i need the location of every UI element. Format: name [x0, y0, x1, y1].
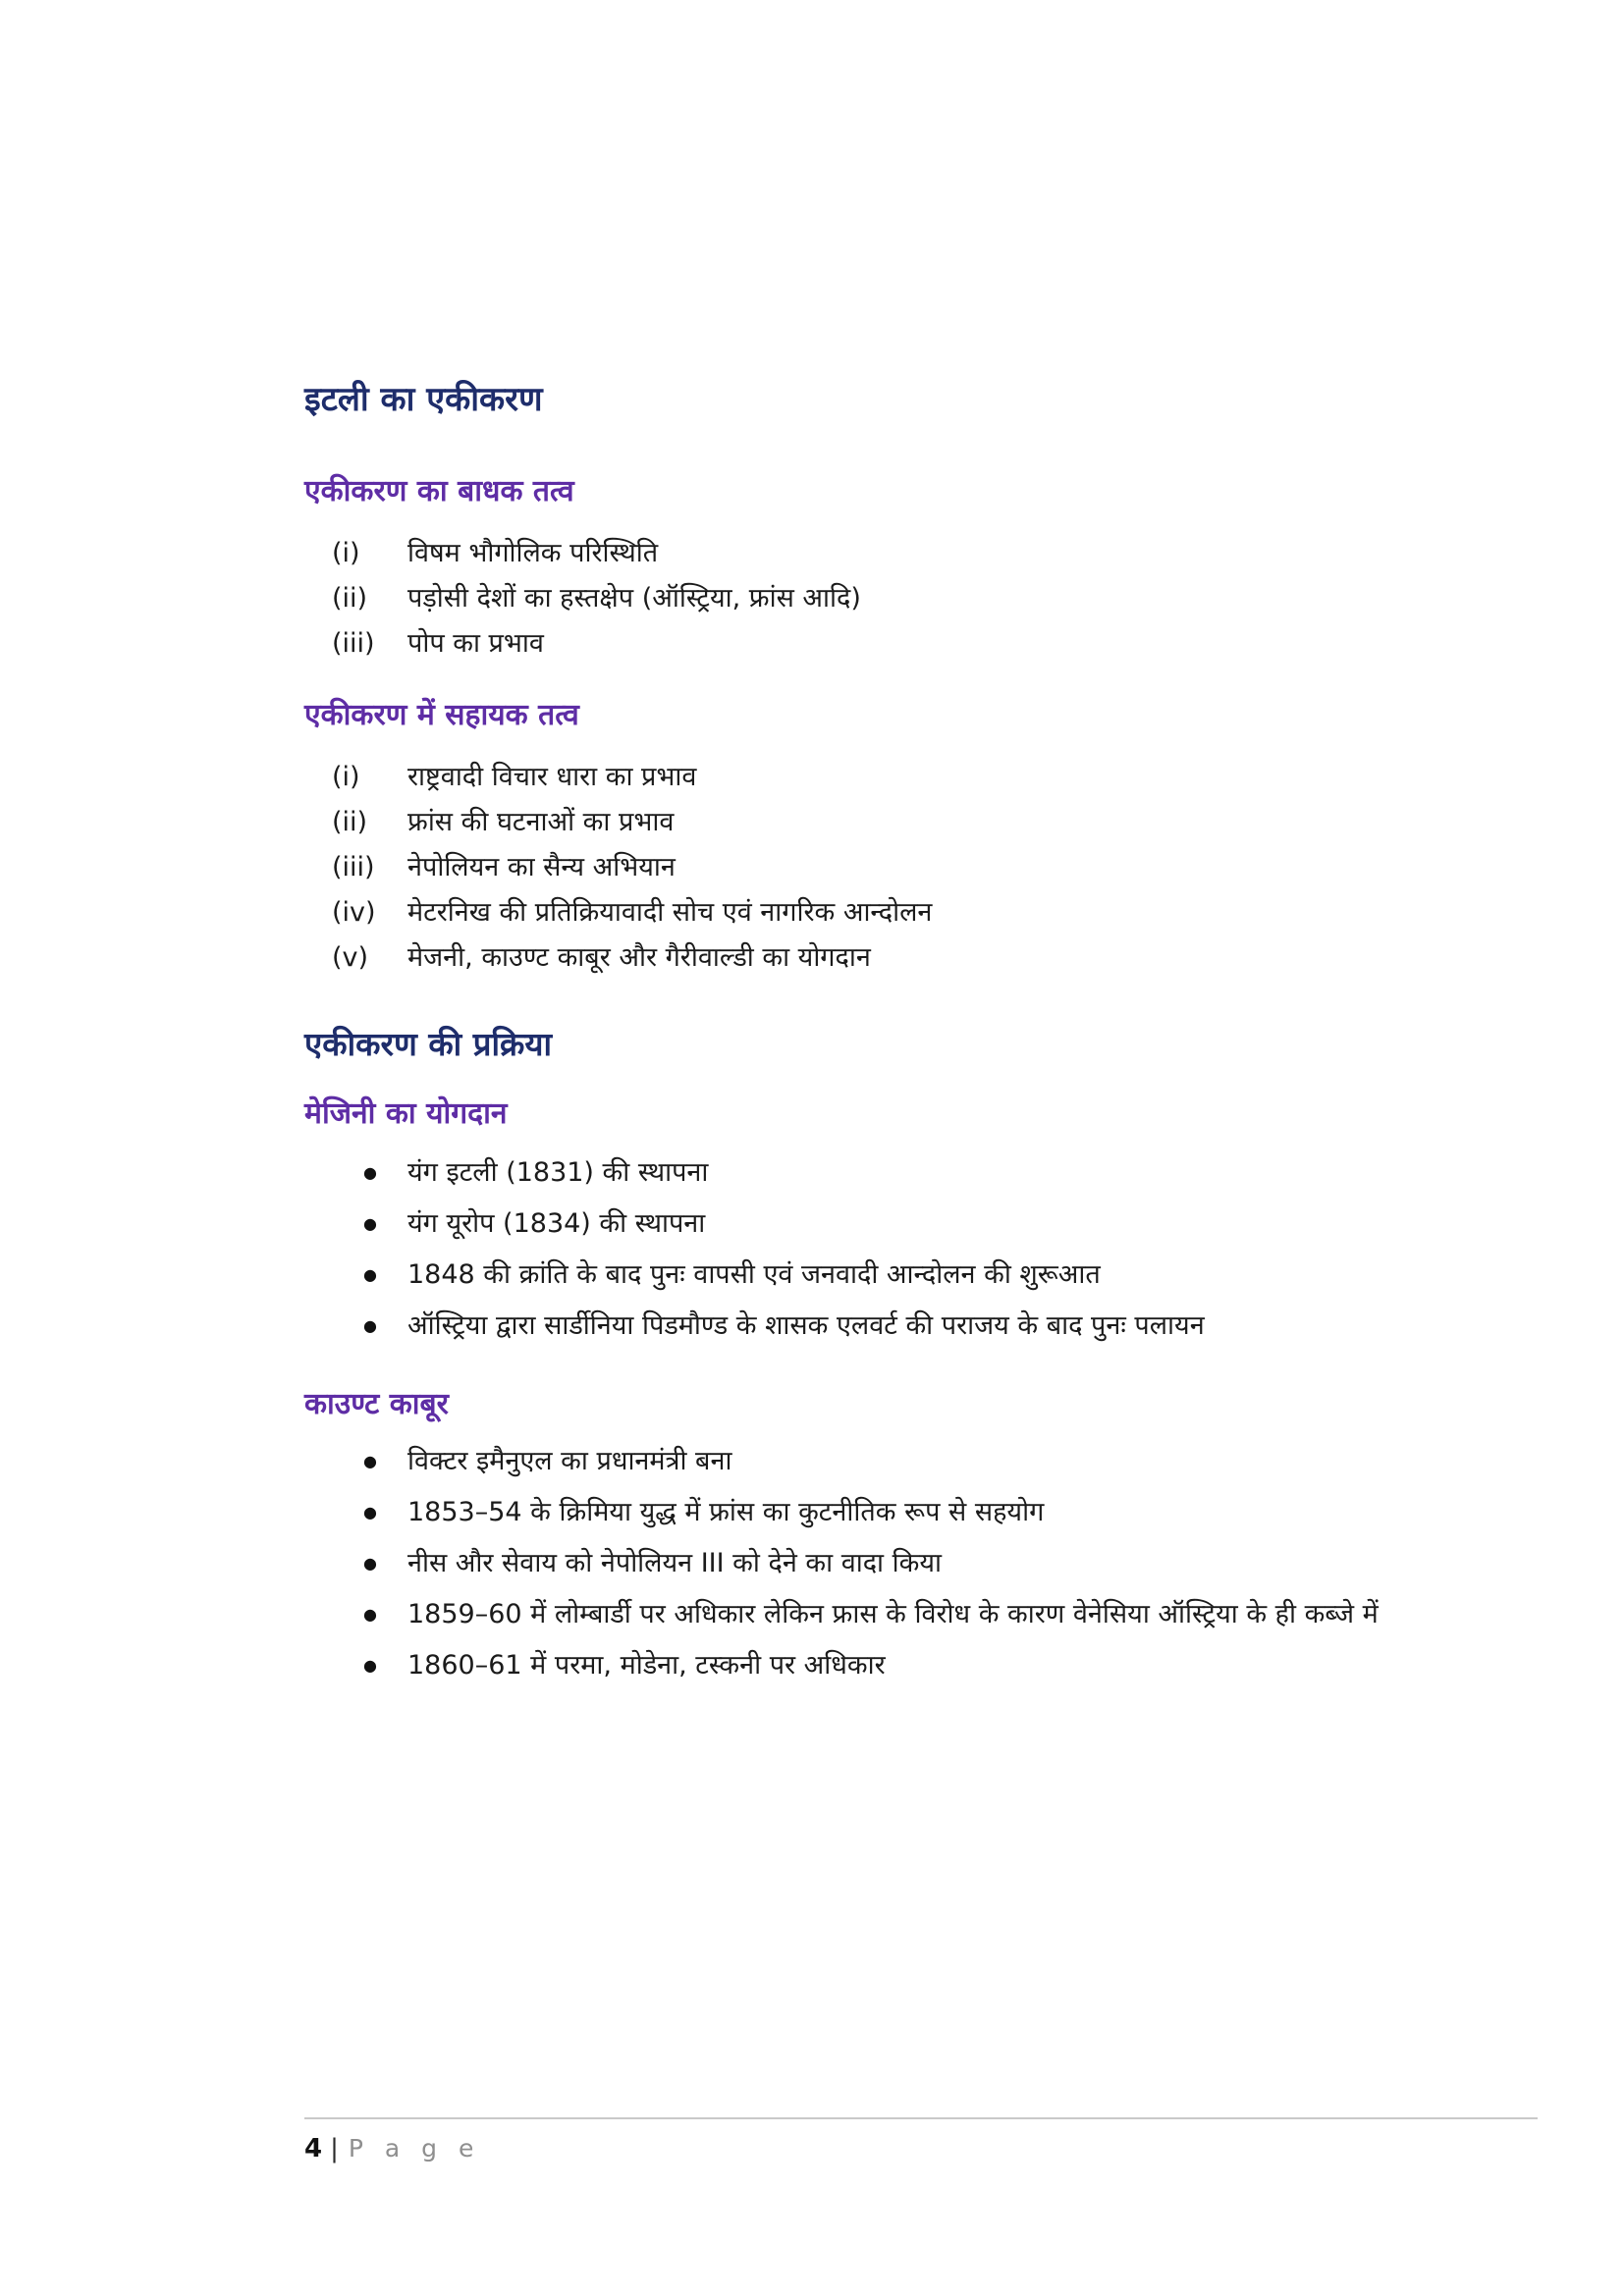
list-item-text: 1860–61 में परमा, मोडेना, टस्कनी पर अधिकार	[407, 1650, 886, 1681]
list-item-text: 1848 की क्रांति के बाद पुनः वापसी एवं जनवादी आन्दोलन की शुरूआत	[407, 1259, 1101, 1290]
bullet-list-mazzini	[363, 1148, 1545, 1352]
list-item	[332, 845, 1545, 890]
bullet-icon: ●	[363, 1316, 377, 1335]
list-item-text: मेजनी, काउण्ट काबूर और गैरीवाल्डी का योगदान	[407, 942, 871, 973]
numbered-list-helpers	[332, 755, 1545, 981]
list-item-text: यंग इटली (1831) की स्थापना	[407, 1157, 709, 1188]
list-item	[363, 1589, 1545, 1640]
list-item	[332, 935, 1545, 981]
section-heading-helpers: एकीकरण में सहायक तत्व	[304, 698, 579, 732]
section-heading-cavour: काउण्ट काबूर	[304, 1387, 449, 1421]
list-item-number: (i)	[332, 538, 360, 568]
bullet-icon: ●	[363, 1265, 377, 1284]
numbered-list-obstacles	[332, 531, 1545, 667]
bullet-icon: ●	[363, 1605, 377, 1624]
list-item	[363, 1640, 1545, 1691]
list-item	[363, 1301, 1545, 1352]
footer-divider	[304, 2117, 1538, 2119]
list-item-text: मेटरनिख की प्रतिक्रियावादी सोच एवं नागरिक आन्दोलन	[407, 897, 933, 928]
bullet-icon: ●	[363, 1452, 377, 1470]
list-item-number: (ii)	[332, 583, 368, 614]
section-heading-process: एकीकरण की प्रक्रिया	[304, 1025, 553, 1063]
list-item-number: (iii)	[332, 628, 375, 659]
list-item	[363, 1250, 1545, 1301]
bullet-icon: ●	[363, 1163, 377, 1182]
list-item	[332, 890, 1545, 935]
list-item-text: नेपोलियन का सैन्य अभियान	[407, 852, 676, 882]
list-item	[363, 1199, 1545, 1250]
section-heading-mazzini: मेजिनी का योगदान	[304, 1096, 508, 1131]
bullet-icon: ●	[363, 1503, 377, 1522]
page-content	[304, 378, 1545, 1691]
list-item-text: विक्टर इमैनुएल का प्रधानमंत्री बना	[407, 1446, 732, 1476]
page-number: 4	[304, 2134, 323, 2163]
list-item-text: पड़ोसी देशों का हस्तक्षेप (ऑस्ट्रिया, फ्रांस आदि)	[407, 583, 861, 614]
list-item-text: पोप का प्रभाव	[407, 628, 544, 659]
list-item-text: 1859–60 में लोम्बार्डी पर अधिकार लेकिन फ्रास के विरोध के कारण वेनेसिया ऑस्ट्रिया के ही कब्जे में	[407, 1599, 1379, 1629]
list-item	[332, 800, 1545, 845]
list-item-text: राष्ट्रवादी विचार धारा का प्रभाव	[407, 762, 697, 792]
list-item-number: (i)	[332, 762, 360, 792]
page-footer	[304, 2132, 480, 2165]
list-item-text: फ्रांस की घटनाओं का प्रभाव	[407, 807, 675, 837]
list-item-text: 1853–54 के क्रिमिया युद्ध में फ्रांस का कुटनीतिक रूप से सहयोग	[407, 1497, 1045, 1527]
list-item-number: (ii)	[332, 807, 368, 837]
list-item	[363, 1436, 1545, 1487]
bullet-icon: ●	[363, 1214, 377, 1233]
bullet-list-cavour	[363, 1436, 1545, 1691]
list-item-text: यंग यूरोप (1834) की स्थापना	[407, 1208, 706, 1239]
list-item	[363, 1148, 1545, 1199]
list-item-text: विषम भौगोलिक परिस्थिति	[407, 538, 659, 568]
page-title: इटली का एकीकरण	[304, 380, 543, 419]
list-item	[332, 621, 1545, 667]
bullet-icon: ●	[363, 1554, 377, 1573]
list-item-number: (v)	[332, 942, 369, 973]
list-item-text: नीस और सेवाय को नेपोलियन III को देने का वादा किया	[407, 1548, 943, 1578]
list-item	[363, 1538, 1545, 1589]
list-item-number: (iii)	[332, 852, 375, 882]
list-item	[332, 531, 1545, 576]
section-heading-obstacles: एकीकरण का बाधक तत्व	[304, 474, 574, 508]
list-item-number: (iv)	[332, 897, 376, 928]
footer-separator: |	[330, 2134, 339, 2163]
list-item	[363, 1487, 1545, 1538]
list-item	[332, 755, 1545, 800]
bullet-icon: ●	[363, 1656, 377, 1675]
list-item-text: ऑस्ट्रिया द्वारा सार्डीनिया पिडमौण्ड के शासक एलवर्ट की पराजय के बाद पुनः पलायन	[407, 1310, 1205, 1341]
footer-page-label: P a g e	[348, 2134, 481, 2163]
list-item	[332, 576, 1545, 621]
